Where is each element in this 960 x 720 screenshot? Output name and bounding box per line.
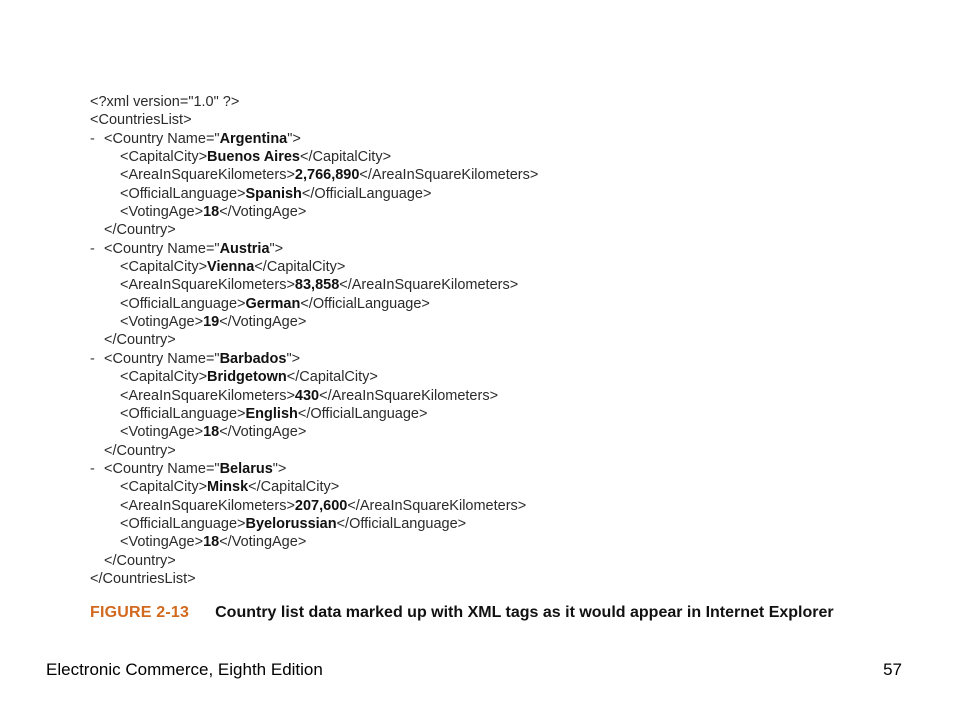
country-close-tag <box>90 221 850 239</box>
tag-text: </VotingAge> <box>219 424 307 441</box>
collapse-toggle[interactable]: - <box>90 130 95 147</box>
official-language-line <box>90 405 850 423</box>
voting-age-line <box>90 533 850 551</box>
voting-age-value: 18 <box>203 534 220 551</box>
tag-text: "> <box>269 240 284 257</box>
capital-city-value: Vienna <box>207 259 255 276</box>
tag-text: "> <box>272 460 287 477</box>
tag-text: <OfficialLanguage> <box>120 295 246 312</box>
tag-text: <OfficialLanguage> <box>120 185 246 202</box>
capital-city-value: Buenos Aires <box>207 149 300 166</box>
xml-declaration: <?xml version="1.0" ?> <box>90 94 240 110</box>
country-name: Barbados <box>219 350 287 367</box>
country-open-tag <box>90 130 850 148</box>
country-open-tag <box>90 350 850 368</box>
tag-text: </Country> <box>104 442 176 459</box>
tag-text: </VotingAge> <box>219 534 307 551</box>
capital-city-line <box>90 148 850 166</box>
tag-text: "> <box>286 350 301 367</box>
tag-text: <AreaInSquareKilometers> <box>120 167 295 184</box>
area-value: 2,766,890 <box>294 167 360 184</box>
country-name: Belarus <box>219 460 273 477</box>
tag-text: <VotingAge> <box>120 204 204 221</box>
tag-text: </VotingAge> <box>219 314 307 331</box>
figure-label: FIGURE 2-13 <box>90 604 190 621</box>
official-language-value: Byelorussian <box>245 515 337 532</box>
tag-text: </CapitalCity> <box>286 369 378 386</box>
tag-text: <OfficialLanguage> <box>120 515 246 532</box>
area-line <box>90 387 850 405</box>
capital-city-line <box>90 258 850 276</box>
voting-age-line <box>90 423 850 441</box>
collapse-toggle[interactable]: - <box>90 460 95 477</box>
country-element <box>90 460 850 570</box>
official-language-line <box>90 185 850 203</box>
tag-text: </Country> <box>104 552 176 569</box>
country-name: Austria <box>219 240 270 257</box>
area-value: 430 <box>294 387 320 404</box>
tag-text: <Country Name=" <box>104 240 220 257</box>
capital-city-value: Bridgetown <box>207 369 287 386</box>
area-line <box>90 166 850 184</box>
collapse-toggle[interactable]: - <box>90 240 95 257</box>
tag-text: <VotingAge> <box>120 424 204 441</box>
tag-text: <VotingAge> <box>120 314 204 331</box>
tag-text: </CapitalCity> <box>299 149 392 166</box>
area-value: 83,858 <box>294 277 340 294</box>
voting-age-line <box>90 313 850 331</box>
tag-text: </AreaInSquareKilometers> <box>339 277 519 294</box>
country-open-tag <box>90 460 850 478</box>
tag-text: <Country Name=" <box>104 350 220 367</box>
footer-page-number: 57 <box>883 660 902 679</box>
tag-text: </AreaInSquareKilometers> <box>347 497 527 514</box>
tag-text: </CapitalCity> <box>248 479 340 496</box>
tag-text: <VotingAge> <box>120 534 204 551</box>
collapse-toggle[interactable]: - <box>90 350 95 367</box>
capital-city-value: Minsk <box>207 479 249 496</box>
country-name: Argentina <box>219 130 288 147</box>
country-close-tag <box>90 552 850 570</box>
country-close-tag <box>90 331 850 349</box>
country-element <box>90 130 850 240</box>
tag-text: <AreaInSquareKilometers> <box>120 387 295 404</box>
tag-text: <Country Name=" <box>104 460 220 477</box>
footer-book-title: Electronic Commerce, Eighth Edition <box>46 660 323 679</box>
tag-text: <Country Name=" <box>104 130 220 147</box>
country-element <box>90 240 850 350</box>
tag-text: </OfficialLanguage> <box>297 405 428 422</box>
tag-text: </OfficialLanguage> <box>336 515 467 532</box>
tag-text: <AreaInSquareKilometers> <box>120 497 295 514</box>
country-close-tag <box>90 442 850 460</box>
tag-text: <AreaInSquareKilometers> <box>120 277 295 294</box>
capital-city-line <box>90 368 850 386</box>
country-open-tag <box>90 240 850 258</box>
official-language-line <box>90 515 850 533</box>
tag-text: </AreaInSquareKilometers> <box>359 167 539 184</box>
figure-caption <box>90 603 910 623</box>
tag-text: "> <box>287 130 301 147</box>
tag-text: </VotingAge> <box>219 204 307 221</box>
official-language-line <box>90 295 850 313</box>
voting-age-line <box>90 203 850 221</box>
voting-age-value: 19 <box>203 314 220 331</box>
country-element <box>90 350 850 460</box>
tag-text: <CapitalCity> <box>120 259 208 276</box>
tag-text: <CapitalCity> <box>120 369 208 386</box>
tag-text: </AreaInSquareKilometers> <box>319 387 499 404</box>
official-language-value: German <box>245 295 301 312</box>
area-line <box>90 276 850 294</box>
xml-document-view <box>90 93 850 588</box>
countries-list-close-tag: </CountriesList> <box>90 570 196 587</box>
tag-text: </OfficialLanguage> <box>301 185 432 202</box>
official-language-value: Spanish <box>245 185 302 202</box>
voting-age-value: 18 <box>203 204 220 221</box>
tag-text: <CapitalCity> <box>120 479 208 496</box>
countries-list-open-tag: <CountriesList> <box>90 112 192 129</box>
area-line <box>90 497 850 515</box>
official-language-value: English <box>245 405 298 422</box>
tag-text: <OfficialLanguage> <box>120 405 246 422</box>
tag-text: </OfficialLanguage> <box>300 295 430 312</box>
tag-text: </Country> <box>104 222 176 239</box>
area-value: 207,600 <box>294 497 348 514</box>
capital-city-line <box>90 478 850 496</box>
figure-caption-text: Country list data marked up with XML tags as it would appear in Internet Explorer <box>215 604 834 621</box>
voting-age-value: 18 <box>203 424 220 441</box>
tag-text: <CapitalCity> <box>120 149 208 166</box>
countries-container <box>90 130 850 570</box>
tag-text: </CapitalCity> <box>254 259 346 276</box>
tag-text: </Country> <box>104 332 176 349</box>
